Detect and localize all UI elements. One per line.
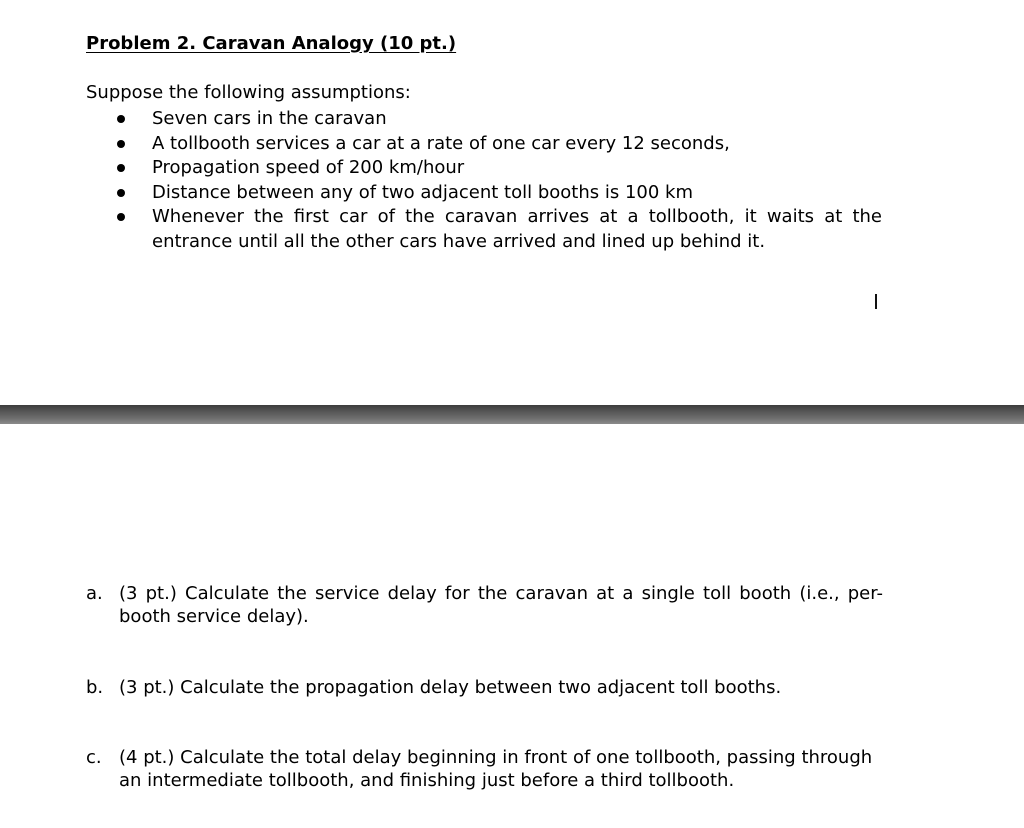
bullet-dot-icon [117,189,125,197]
list-item [0,107,882,132]
list-item [0,132,882,157]
text-cursor-icon [875,294,877,309]
assumptions-intro: Suppose the following assumptions: [86,82,411,103]
bullet-dot-icon [117,115,125,123]
document-page-top [0,0,1024,405]
assumption-text: Propagation speed of 200 km/hour [152,157,465,178]
bullet-dot-icon [117,164,125,172]
question-text: (3 pt.) Calculate the service delay for the caravan at a single toll booth (i.e., per-booth service delay). [119,583,883,627]
assumption-text: Seven cars in the caravan [152,108,387,129]
bullet-dot-icon [117,213,125,221]
problem-title: Problem 2. Caravan Analogy (10 pt.) [86,33,457,54]
assumption-text: Distance between any of two adjacent toll booths is 100 km [152,181,693,203]
assumptions-list [0,107,882,254]
list-item [0,205,882,254]
list-item [0,156,882,181]
question-text: (3 pt.) Calculate the propagation delay between two adjacent toll booths. [119,677,782,698]
list-item [0,181,882,206]
question-letter: a. [86,583,103,604]
page-break-divider [0,405,1024,424]
bullet-dot-icon [117,140,125,148]
question-a [86,582,883,628]
question-letter: c. [86,747,102,768]
question-b [86,676,883,699]
assumption-text: Whenever the first car of the caravan arrives at a tollbooth, it waits at the entrance until all the other cars have arrived and lined up behind it. [152,206,882,252]
question-letter: b. [86,677,104,698]
question-c [86,746,883,792]
assumption-text: A tollbooth services a car at a rate of one car every 12 seconds, [152,132,730,154]
question-text: (4 pt.) Calculate the total delay beginning in front of one tollbooth, passing through an intermediate tollbooth, and finishing just before a third tollbooth. [119,747,873,791]
